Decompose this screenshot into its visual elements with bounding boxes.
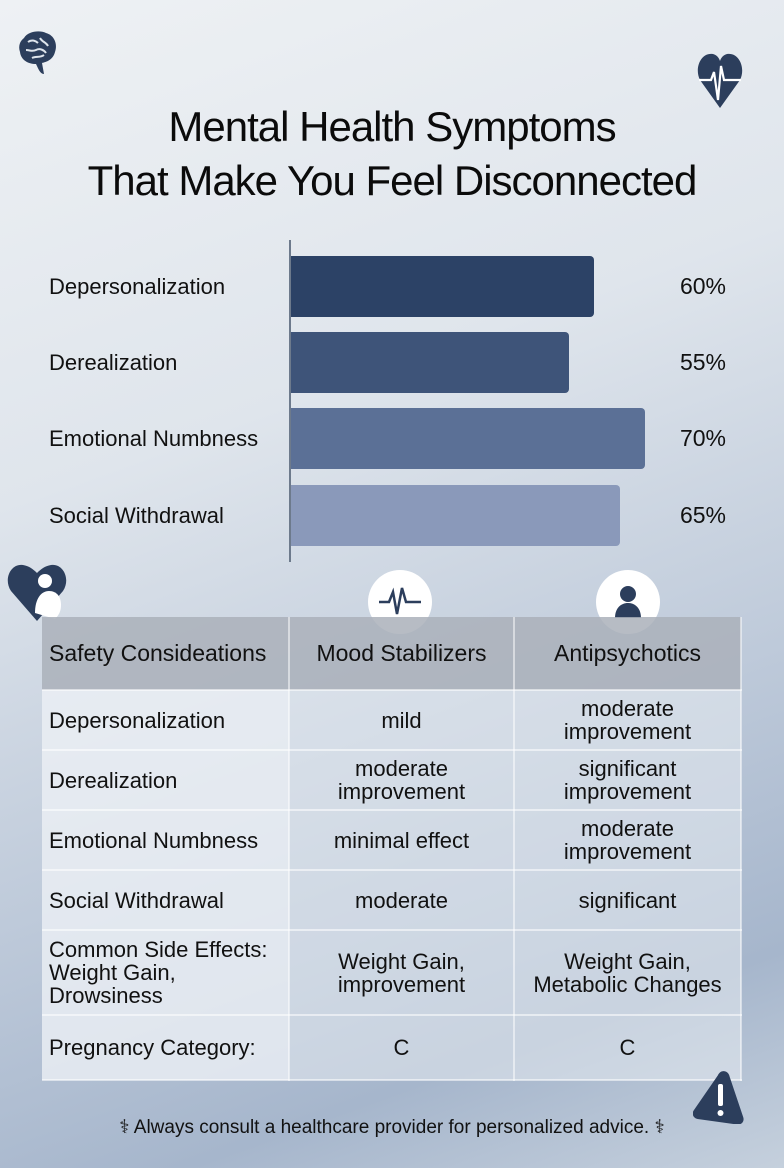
bar (291, 485, 620, 546)
table-row (42, 750, 741, 810)
table-cell: C (514, 1015, 741, 1080)
footer-note (0, 1116, 784, 1139)
chart-title: Mental Health Symptoms That Make You Feel Disconnected (87, 103, 697, 204)
table-cell: moderate improvement (514, 810, 741, 870)
header-safety: Safety Consideations (42, 617, 289, 690)
table-row (42, 810, 741, 870)
table-cell: minimal effect (289, 810, 514, 870)
bar-value: 70% (679, 425, 726, 451)
bar-value: 65% (679, 502, 726, 528)
table-cell: Derealization (42, 750, 289, 810)
comparison-table (42, 617, 742, 1081)
table-row (42, 870, 741, 930)
brain-icon (18, 30, 58, 86)
table-cell: Weight Gain, Metabolic Changes (514, 930, 741, 1015)
footer-text: Always consult a healthcare provider for personalized advice. (133, 1117, 650, 1138)
bar-label: Derealization (49, 350, 178, 375)
table-cell: Weight Gain, improvement (289, 930, 514, 1015)
table-cell: Depersonalization (42, 690, 289, 750)
bar (291, 408, 645, 469)
header-mood-stabilizers: Mood Stabilizers (289, 617, 514, 690)
bar-value: 55% (679, 349, 726, 375)
bar-label: Emotional Numbness (49, 426, 259, 451)
stethoscope-icon: ⚕ (119, 1117, 130, 1138)
table-cell: C (289, 1015, 514, 1080)
table-row (42, 1015, 741, 1080)
table-cell: moderate (289, 870, 514, 930)
table-cell: moderate improvement (289, 750, 514, 810)
bar-label: Depersonalization (49, 274, 226, 299)
table-cell: mild (289, 690, 514, 750)
table-cell: Emotional Numbness (42, 810, 289, 870)
table-cell: Pregnancy Category: (42, 1015, 289, 1080)
heart-person-icon (7, 561, 69, 623)
bar (291, 256, 594, 317)
table-cell: moderate improvement (514, 690, 741, 750)
table-cell: Social Withdrawal (42, 870, 289, 930)
table-cell: significant (514, 870, 741, 930)
table-cell: significant improvement (514, 750, 741, 810)
bar-value: 60% (679, 273, 726, 299)
bar (291, 332, 569, 393)
bar-label: Social Withdrawal (49, 503, 224, 528)
stethoscope-icon: ⚕ (654, 1117, 665, 1138)
table-row (42, 930, 741, 1015)
header-antipsychotics: Antipsychotics (514, 617, 741, 690)
table-row (42, 690, 741, 750)
table-cell: Common Side Effects: Weight Gain, Drowsiness (42, 930, 289, 1015)
